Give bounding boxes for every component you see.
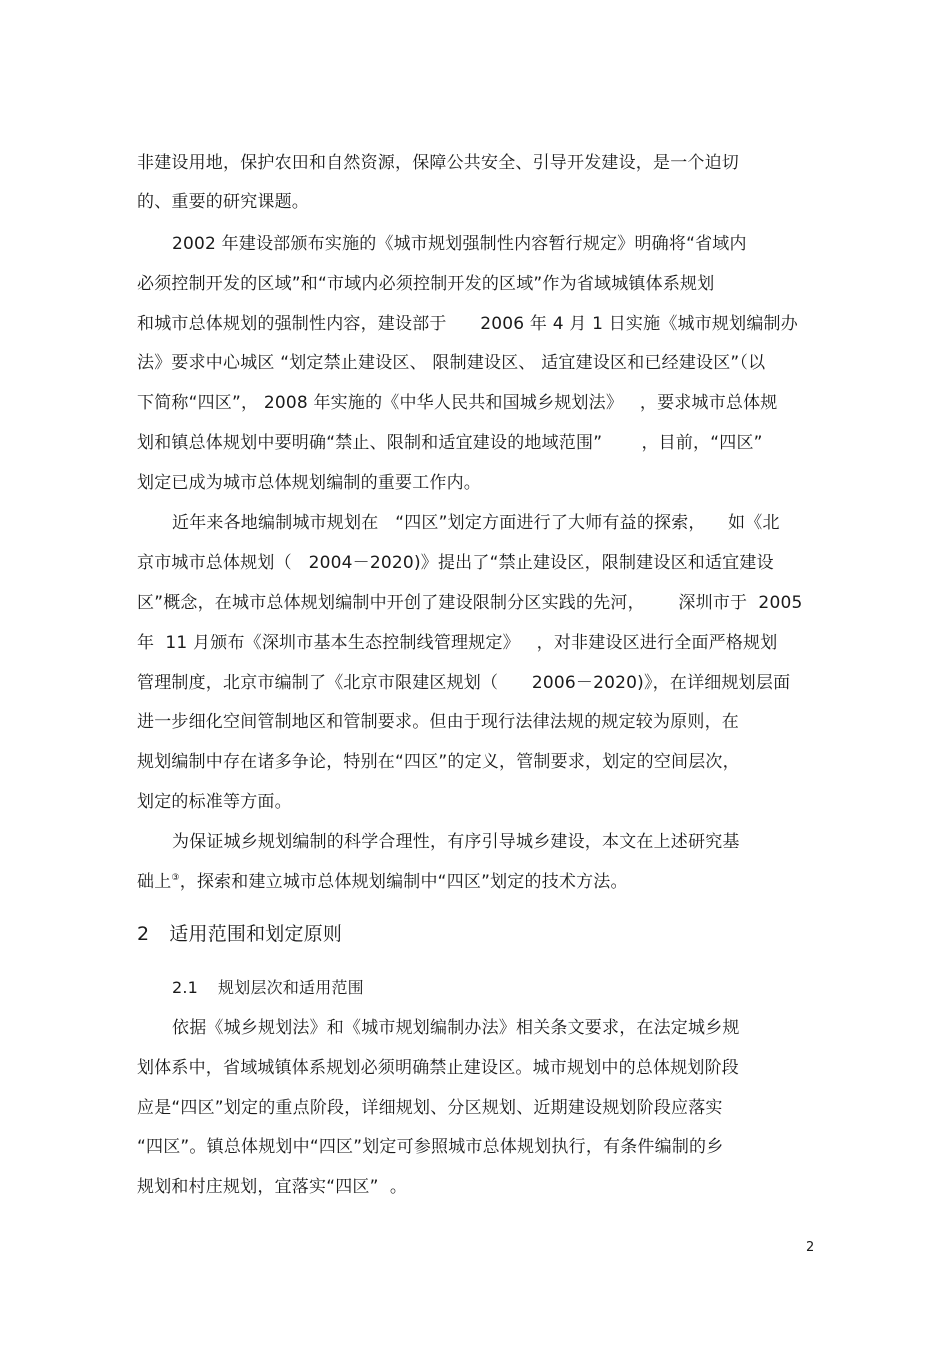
section-title: 适用范围和划定原则 [169,923,343,945]
text-line: 为保证城乡规划编制的科学合理性，有序引导城乡建设，本文在上述研究基 [172,832,740,852]
text-line: 管理制度，北京市编制了《北京市限建区规划（ 2006－2020)》，在详细规划层面 [137,673,791,693]
text-line: “四区”。镇总体规划中“四区”划定可参照城市总体规划执行，有条件编制的乡 [137,1137,724,1157]
text-line: 法》要求中心城区 “划定禁止建设区、 限制建设区、 适宜建设区和已经建设区”（以 [137,353,766,373]
footnote-marker: ③ [171,873,180,883]
section-heading [137,922,342,946]
text-line: 进一步细化空间管制地区和管制要求。但由于现行法律法规的规定较为原则，在 [137,712,739,732]
text-line [137,870,628,894]
text-line: 划定的标准等方面。 [137,792,292,812]
text-line: 依据《城乡规划法》和《城市规划编制办法》相关条文要求，在法定城乡规 [172,1018,740,1038]
text-line: 和城市总体规划的强制性内容，建设部于 2006 年 4 月 1 日实施《城市规划编制办 [137,314,798,334]
text-line: 应是“四区”划定的重点阶段，详细规划、分区规划、近期建设规划阶段应落实 [137,1098,723,1118]
subsection-number: 2.1 [172,978,199,997]
page-number: 2 [806,1240,815,1255]
text-line: 划定已成为城市总体规划编制的重要工作内。 [137,473,481,493]
text-fragment: ，探索和建立城市总体规划编制中“四区”划定的技术方法。 [179,872,628,892]
subsection-heading [172,976,364,1000]
text-line: 的、重要的研究课题。 [137,192,309,212]
text-line: 近年来各地编制城市规划在 “四区”划定方面进行了大师有益的探索， 如《北 [172,513,780,533]
text-line: 规划编制中存在诸多争论，特别在“四区”的定义，管制要求，划定的空间层次， [137,752,740,772]
text-line: 京市城市总体规划（ 2004－2020)》提出了“禁止建设区，限制建设区和适宜建设 [137,553,774,573]
text-line: 2002 年建设部颁布实施的《城市规划强制性内容暂行规定》明确将“省域内 [172,234,747,254]
text-line: 下简称“四区”， 2008 年实施的《中华人民共和国城乡规划法》 ，要求城市总体规 [137,393,778,413]
text-line: 划和镇总体规划中要明确“禁止、限制和适宜建设的地域范围” ，目前，“四区” [137,433,763,453]
text-line: 必须控制开发的区域”和“市域内必须控制开发的区域”作为省域城镇体系规划 [137,274,715,294]
text-line: 划体系中，省域城镇体系规划必须明确禁止建设区。城市规划中的总体规划阶段 [137,1058,739,1078]
text-line: 非建设用地，保护农田和自然资源，保障公共安全、引导开发建设，是一个迫切 [137,153,739,173]
text-line: 年 11 月颁布《深圳市基本生态控制线管理规定》 ，对非建设区进行全面严格规划 [137,633,778,653]
text-line: 规划和村庄规划，宜落实“四区” 。 [137,1177,408,1197]
text-fragment: 础上 [137,872,172,892]
subsection-title: 规划层次和适用范围 [218,978,364,997]
section-number: 2 [137,923,150,945]
text-line: 区”概念，在城市总体规划编制中开创了建设限制分区实践的先河， 深圳市于 2005 [137,593,803,613]
